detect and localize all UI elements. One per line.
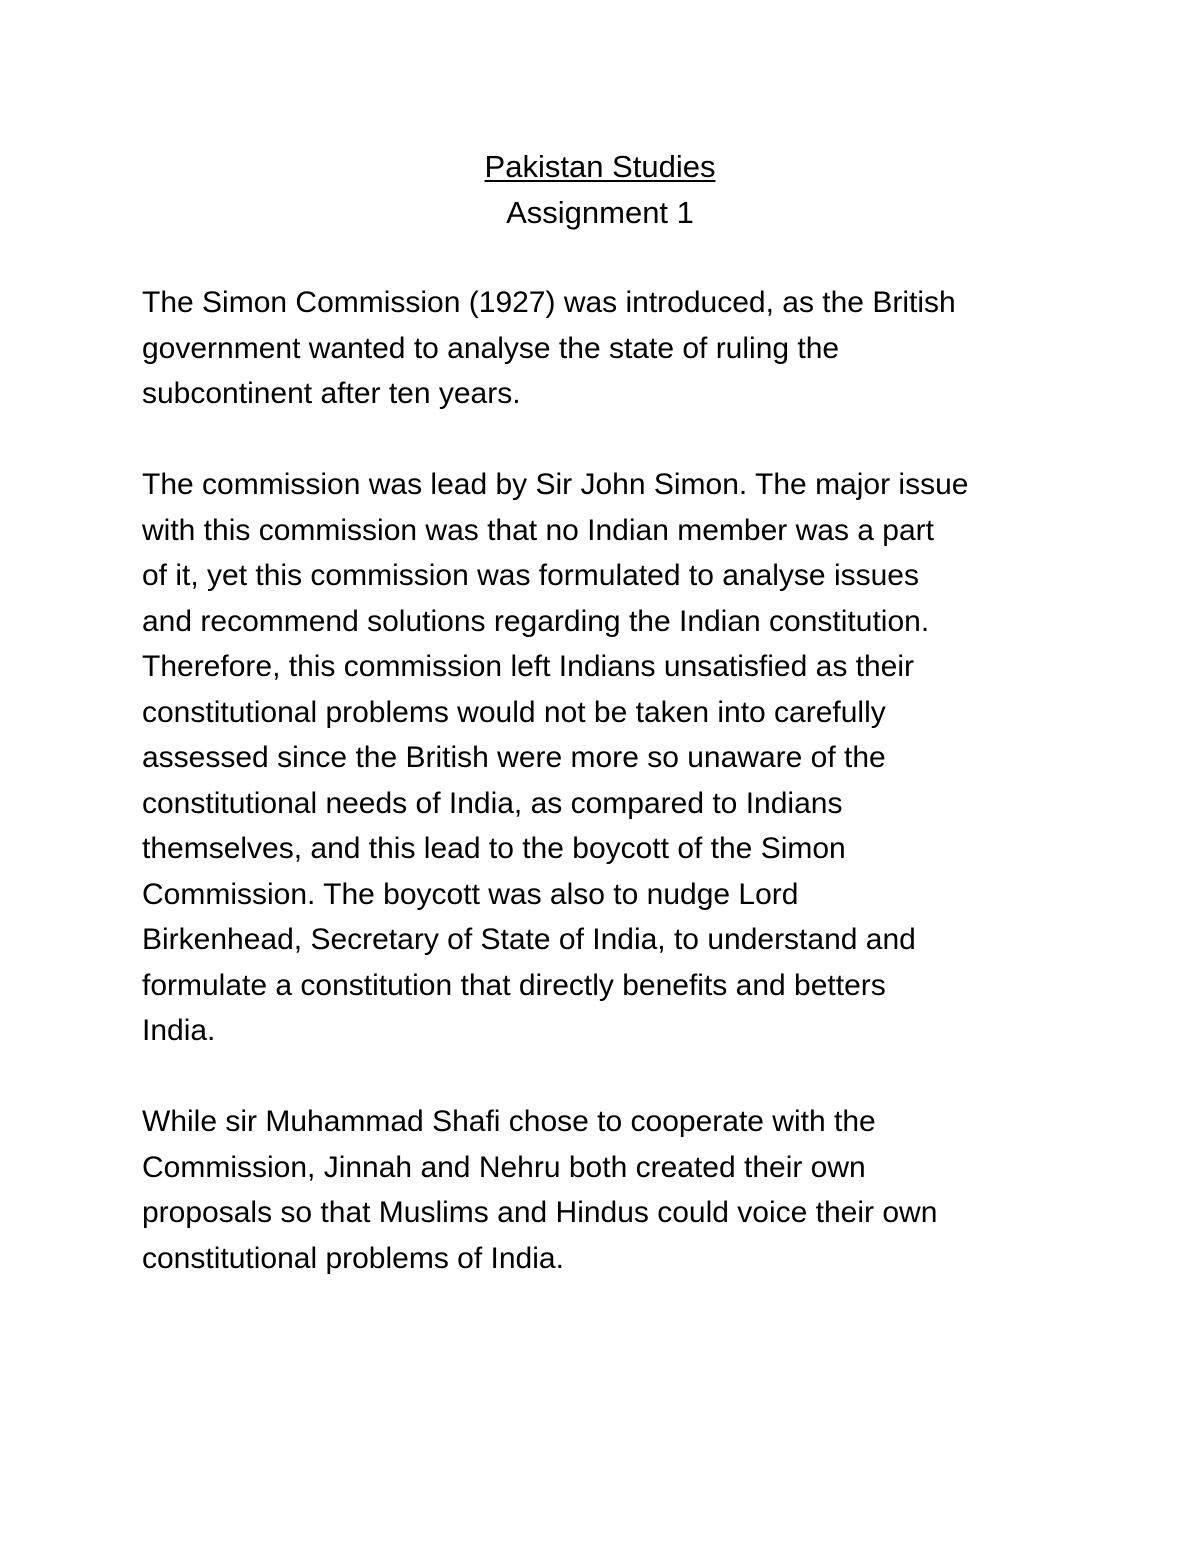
paragraph-line: themselves, and this lead to the boycott of the Simon bbox=[142, 832, 846, 865]
paragraph-line: of it, yet this commission was formulated to analyse issues bbox=[142, 559, 919, 592]
paragraph-line: Commission. The boycott was also to nudge Lord bbox=[142, 877, 799, 911]
document-subtitle: Assignment 1 bbox=[506, 195, 694, 230]
document-title: Pakistan Studies bbox=[484, 149, 716, 184]
paragraph-line: While sir Muhammad Shafi chose to cooperate with the bbox=[142, 1105, 876, 1138]
paragraph-line: with this commission was that no Indian member was a part bbox=[142, 513, 934, 547]
paragraph-line: constitutional problems of India. bbox=[142, 1241, 564, 1275]
paragraph-line: and recommend solutions regarding the Indian constitution. bbox=[142, 604, 930, 638]
paragraph-line: Birkenhead, Secretary of State of India, to understand and bbox=[142, 923, 916, 956]
paragraph-line: constitutional problems would not be taken into carefully bbox=[142, 695, 886, 729]
paragraph-3 bbox=[142, 1099, 937, 1281]
paragraph-1 bbox=[142, 280, 956, 417]
paragraph-line: Commission, Jinnah and Nehru both created their own bbox=[142, 1150, 866, 1184]
paragraph-line: The commission was lead by Sir John Simon. The major issue bbox=[142, 468, 969, 501]
paragraph-line: constitutional needs of India, as compared to Indians bbox=[142, 786, 843, 820]
paragraph-line: assessed since the British were more so unaware of the bbox=[142, 741, 886, 774]
paragraph-line: India. bbox=[142, 1014, 216, 1047]
paragraph-line: formulate a constitution that directly benefits and betters bbox=[142, 968, 886, 1002]
paragraph-2 bbox=[142, 462, 968, 1054]
paragraph-line: The Simon Commission (1927) was introduced, as the British bbox=[142, 286, 956, 319]
paragraph-line: government wanted to analyse the state of ruling the bbox=[142, 331, 840, 365]
paragraph-line: Therefore, this commission left Indians unsatisfied as their bbox=[142, 650, 915, 683]
paragraph-line: subcontinent after ten years. bbox=[142, 377, 521, 410]
paragraph-line: proposals so that Muslims and Hindus could voice their own bbox=[142, 1196, 938, 1229]
